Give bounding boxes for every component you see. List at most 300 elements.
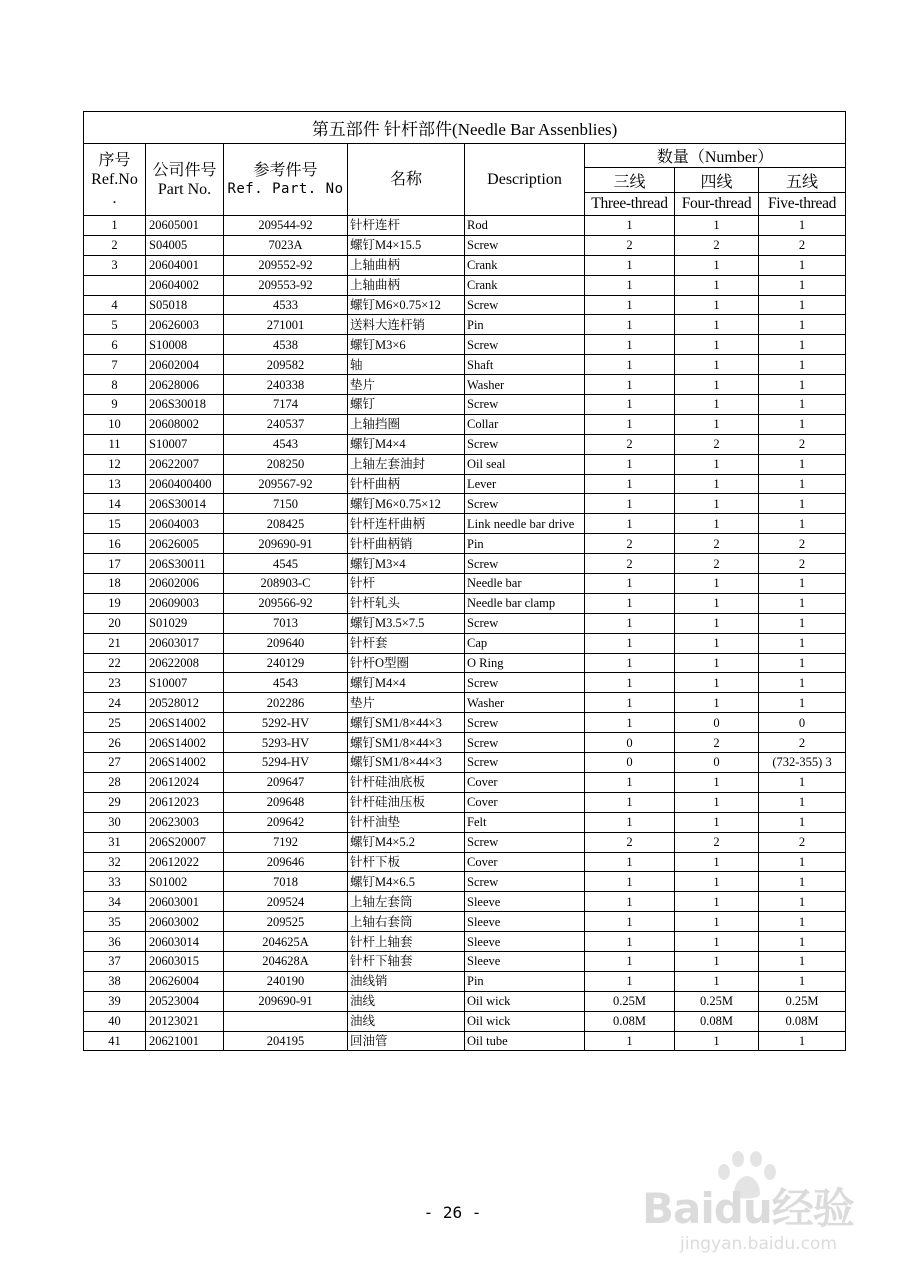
cell-qty-four: 1 — [675, 355, 759, 375]
header-number: 数量（Number） — [585, 144, 846, 168]
cell-qty-four: 1 — [675, 593, 759, 613]
table-row — [84, 991, 846, 1011]
cell-ref-no: 8 — [84, 375, 146, 395]
cell-ref-part-no: 4538 — [224, 335, 348, 355]
table-row — [84, 932, 846, 952]
cell-qty-five: 1 — [759, 971, 846, 991]
cell-description: Shaft — [465, 355, 585, 375]
cell-part-no: 20622007 — [146, 454, 224, 474]
cell-part-no: 20626004 — [146, 971, 224, 991]
cell-qty-three: 1 — [585, 693, 675, 713]
cell-qty-three: 2 — [585, 534, 675, 554]
cell-name: 针杆下轴套 — [348, 951, 465, 971]
cell-qty-four: 1 — [675, 574, 759, 594]
cell-ref-no: 12 — [84, 454, 146, 474]
cell-description: Sleeve — [465, 892, 585, 912]
cell-qty-five: 0 — [759, 713, 846, 733]
cell-name: 螺钉M3×6 — [348, 335, 465, 355]
cell-qty-four: 2 — [675, 733, 759, 753]
cell-part-no: 20623003 — [146, 812, 224, 832]
cell-qty-five: 1 — [759, 892, 846, 912]
cell-name: 针杆硅油压板 — [348, 792, 465, 812]
cell-qty-five: 2 — [759, 733, 846, 753]
cell-description: Felt — [465, 812, 585, 832]
cell-qty-five: 2 — [759, 534, 846, 554]
cell-ref-no: 22 — [84, 653, 146, 673]
cell-description: Link needle bar drive — [465, 514, 585, 534]
table-row — [84, 951, 846, 971]
cell-ref-part-no: 202286 — [224, 693, 348, 713]
cell-qty-four: 1 — [675, 255, 759, 275]
cell-name: 回油管 — [348, 1031, 465, 1051]
cell-name: 螺钉SM1/8×44×3 — [348, 753, 465, 773]
cell-qty-three: 1 — [585, 454, 675, 474]
cell-ref-part-no: 209646 — [224, 852, 348, 872]
cell-qty-five: 1 — [759, 295, 846, 315]
cell-description: Lever — [465, 474, 585, 494]
cell-description: Cap — [465, 633, 585, 653]
cell-qty-three: 1 — [585, 255, 675, 275]
cell-ref-part-no: 240537 — [224, 414, 348, 434]
cell-qty-five: 1 — [759, 673, 846, 693]
cell-part-no: 206S14002 — [146, 713, 224, 733]
cell-description: Pin — [465, 315, 585, 335]
cell-qty-three: 1 — [585, 275, 675, 295]
table-row — [84, 275, 846, 295]
header-description: Description — [465, 144, 585, 216]
table-row — [84, 772, 846, 792]
cell-qty-five: 1 — [759, 613, 846, 633]
table-row — [84, 971, 846, 991]
cell-qty-three: 1 — [585, 593, 675, 613]
cell-qty-three: 1 — [585, 812, 675, 832]
cell-qty-four: 1 — [675, 474, 759, 494]
table-row — [84, 434, 846, 454]
cell-qty-three: 1 — [585, 375, 675, 395]
cell-description: Screw — [465, 673, 585, 693]
cell-description: Crank — [465, 255, 585, 275]
cell-qty-four: 1 — [675, 852, 759, 872]
cell-ref-part-no: 209552-92 — [224, 255, 348, 275]
cell-qty-three: 0.08M — [585, 1011, 675, 1031]
cell-qty-four: 1 — [675, 414, 759, 434]
cell-qty-five: 1 — [759, 633, 846, 653]
cell-qty-three: 1 — [585, 494, 675, 514]
table-row — [84, 852, 846, 872]
cell-description: Rod — [465, 216, 585, 236]
cell-ref-no — [84, 275, 146, 295]
cell-qty-four: 1 — [675, 275, 759, 295]
header-part-cn: 公司件号 — [152, 161, 217, 179]
cell-qty-four: 1 — [675, 613, 759, 633]
cell-qty-four: 0.25M — [675, 991, 759, 1011]
cell-ref-no: 15 — [84, 514, 146, 534]
cell-qty-five: 1 — [759, 693, 846, 713]
cell-ref-no: 28 — [84, 772, 146, 792]
cell-ref-part-no: 240338 — [224, 375, 348, 395]
table-row — [84, 315, 846, 335]
table-row — [84, 912, 846, 932]
cell-ref-no: 19 — [84, 593, 146, 613]
cell-qty-five: 1 — [759, 574, 846, 594]
cell-part-no: 20612022 — [146, 852, 224, 872]
cell-ref-part-no: 208250 — [224, 454, 348, 474]
cell-ref-part-no: 7018 — [224, 872, 348, 892]
cell-description: Needle bar — [465, 574, 585, 594]
cell-ref-no: 35 — [84, 912, 146, 932]
cell-qty-five: 1 — [759, 514, 846, 534]
header-name: 名称 — [348, 144, 465, 216]
cell-name: 上轴左套筒 — [348, 892, 465, 912]
cell-ref-no: 39 — [84, 991, 146, 1011]
cell-name: 送料大连杆销 — [348, 315, 465, 335]
cell-name: 针杆轧头 — [348, 593, 465, 613]
cell-name: 轴 — [348, 355, 465, 375]
table-row — [84, 454, 846, 474]
table-row — [84, 892, 846, 912]
cell-qty-four: 0 — [675, 753, 759, 773]
cell-description: Screw — [465, 753, 585, 773]
table-title: 第五部件 针杆部件(Needle Bar Assenblies) — [84, 112, 846, 144]
cell-ref-no: 31 — [84, 832, 146, 852]
cell-name: 螺钉M4×15.5 — [348, 235, 465, 255]
cell-ref-no: 6 — [84, 335, 146, 355]
cell-qty-three: 1 — [585, 653, 675, 673]
cell-ref-part-no: 7192 — [224, 832, 348, 852]
cell-qty-three: 1 — [585, 315, 675, 335]
cell-qty-five: 1 — [759, 355, 846, 375]
cell-name: 螺钉SM1/8×44×3 — [348, 713, 465, 733]
table-row — [84, 673, 846, 693]
cell-name: 螺钉M4×4 — [348, 434, 465, 454]
cell-part-no: S10007 — [146, 673, 224, 693]
cell-description: Cover — [465, 852, 585, 872]
cell-name: 油线 — [348, 1011, 465, 1031]
cell-name: 上轴右套筒 — [348, 912, 465, 932]
cell-part-no: 20523004 — [146, 991, 224, 1011]
table-row — [84, 1011, 846, 1031]
cell-qty-four: 1 — [675, 335, 759, 355]
watermark — [642, 1150, 857, 1260]
cell-name: 油线销 — [348, 971, 465, 991]
cell-qty-five: 1 — [759, 315, 846, 335]
table-row — [84, 295, 846, 315]
cell-qty-three: 1 — [585, 355, 675, 375]
cell-qty-five: 1 — [759, 454, 846, 474]
cell-part-no: S04005 — [146, 235, 224, 255]
cell-name: 螺钉M4×6.5 — [348, 872, 465, 892]
cell-ref-no: 16 — [84, 534, 146, 554]
table-row — [84, 713, 846, 733]
cell-part-no: 2060400400 — [146, 474, 224, 494]
cell-name: 螺钉M3.5×7.5 — [348, 613, 465, 633]
cell-ref-part-no: 4543 — [224, 673, 348, 693]
table-row — [84, 733, 846, 753]
cell-description: Screw — [465, 733, 585, 753]
cell-part-no: 206S14002 — [146, 753, 224, 773]
table-row — [84, 375, 846, 395]
cell-part-no: 20604002 — [146, 275, 224, 295]
cell-ref-no: 41 — [84, 1031, 146, 1051]
cell-qty-five: 1 — [759, 335, 846, 355]
cell-description: Crank — [465, 275, 585, 295]
cell-qty-five: 1 — [759, 375, 846, 395]
cell-ref-no: 20 — [84, 613, 146, 633]
cell-qty-five: 1 — [759, 414, 846, 434]
cell-qty-three: 1 — [585, 852, 675, 872]
cell-description: Sleeve — [465, 932, 585, 952]
cell-qty-four: 1 — [675, 315, 759, 335]
cell-ref-no: 25 — [84, 713, 146, 733]
cell-name: 针杆油垫 — [348, 812, 465, 832]
cell-ref-part-no — [224, 1011, 348, 1031]
cell-qty-four: 2 — [675, 235, 759, 255]
cell-part-no: 20604003 — [146, 514, 224, 534]
cell-qty-four: 0.08M — [675, 1011, 759, 1031]
table-row — [84, 216, 846, 236]
cell-qty-five: 1 — [759, 474, 846, 494]
cell-name: 针杆上轴套 — [348, 932, 465, 952]
header-ref-cn: 序号 — [98, 152, 131, 169]
cell-qty-three: 1 — [585, 395, 675, 415]
cell-description: Collar — [465, 414, 585, 434]
cell-ref-part-no: 5294-HV — [224, 753, 348, 773]
cell-qty-four: 1 — [675, 494, 759, 514]
cell-qty-four: 1 — [675, 216, 759, 236]
cell-qty-four: 1 — [675, 454, 759, 474]
cell-part-no: 20603001 — [146, 892, 224, 912]
cell-qty-five: 1 — [759, 494, 846, 514]
cell-ref-part-no: 204628A — [224, 951, 348, 971]
cell-qty-three: 2 — [585, 235, 675, 255]
table-row — [84, 593, 846, 613]
cell-part-no: 20612024 — [146, 772, 224, 792]
cell-name: 上轴左套油封 — [348, 454, 465, 474]
cell-ref-no: 18 — [84, 574, 146, 594]
cell-description: Oil wick — [465, 1011, 585, 1031]
cell-part-no: S10007 — [146, 434, 224, 454]
cell-description: Oil wick — [465, 991, 585, 1011]
header-refpart-cn: 参考件号 — [253, 161, 318, 179]
cell-qty-three: 1 — [585, 414, 675, 434]
cell-description: Oil seal — [465, 454, 585, 474]
cell-description: Sleeve — [465, 951, 585, 971]
cell-ref-no: 14 — [84, 494, 146, 514]
cell-part-no: 20628006 — [146, 375, 224, 395]
cell-ref-part-no: 4545 — [224, 554, 348, 574]
table-row — [84, 1031, 846, 1051]
cell-qty-three: 1 — [585, 932, 675, 952]
cell-description: Screw — [465, 335, 585, 355]
cell-ref-part-no: 209544-92 — [224, 216, 348, 236]
cell-qty-four: 1 — [675, 395, 759, 415]
table-row — [84, 554, 846, 574]
cell-part-no: S10008 — [146, 335, 224, 355]
cell-ref-part-no: 7013 — [224, 613, 348, 633]
cell-ref-no: 29 — [84, 792, 146, 812]
cell-description: Screw — [465, 494, 585, 514]
cell-qty-five: 0.08M — [759, 1011, 846, 1031]
cell-name: 上轴曲柄 — [348, 275, 465, 295]
cell-description: Pin — [465, 971, 585, 991]
cell-qty-five: 1 — [759, 912, 846, 932]
cell-qty-five: 1 — [759, 275, 846, 295]
cell-description: Washer — [465, 375, 585, 395]
cell-description: Screw — [465, 613, 585, 633]
table-row — [84, 633, 846, 653]
cell-qty-five: 1 — [759, 932, 846, 952]
table-row — [84, 872, 846, 892]
cell-qty-four: 1 — [675, 971, 759, 991]
cell-ref-part-no: 209567-92 — [224, 474, 348, 494]
cell-qty-three: 1 — [585, 872, 675, 892]
cell-qty-three: 1 — [585, 713, 675, 733]
cell-part-no: 20605001 — [146, 216, 224, 236]
cell-part-no: 206S30014 — [146, 494, 224, 514]
parts-table — [83, 111, 846, 1051]
cell-name: 垫片 — [348, 693, 465, 713]
parts-sheet — [83, 111, 845, 1051]
cell-ref-no: 27 — [84, 753, 146, 773]
cell-name: 螺钉M6×0.75×12 — [348, 295, 465, 315]
cell-qty-four: 0 — [675, 713, 759, 733]
table-row — [84, 514, 846, 534]
cell-ref-part-no: 209553-92 — [224, 275, 348, 295]
cell-ref-no: 30 — [84, 812, 146, 832]
cell-description: Pin — [465, 534, 585, 554]
table-row — [84, 613, 846, 633]
cell-qty-four: 1 — [675, 932, 759, 952]
table-row — [84, 812, 846, 832]
cell-part-no: 20603002 — [146, 912, 224, 932]
cell-part-no: 20612023 — [146, 792, 224, 812]
cell-qty-four: 1 — [675, 653, 759, 673]
cell-ref-no: 40 — [84, 1011, 146, 1031]
cell-description: Sleeve — [465, 912, 585, 932]
cell-ref-part-no: 240129 — [224, 653, 348, 673]
header-five-cn: 五线 — [759, 168, 846, 193]
cell-ref-part-no: 209647 — [224, 772, 348, 792]
cell-qty-four: 1 — [675, 772, 759, 792]
cell-part-no: 206S20007 — [146, 832, 224, 852]
cell-description: Screw — [465, 872, 585, 892]
cell-qty-four: 2 — [675, 832, 759, 852]
cell-ref-part-no: 4533 — [224, 295, 348, 315]
cell-ref-part-no: 5293-HV — [224, 733, 348, 753]
cell-qty-three: 1 — [585, 514, 675, 534]
cell-ref-part-no: 5292-HV — [224, 713, 348, 733]
watermark-site: jingyan.baidu.com — [680, 1234, 837, 1254]
cell-qty-four: 1 — [675, 812, 759, 832]
cell-name: 螺钉M3×4 — [348, 554, 465, 574]
table-body — [84, 216, 846, 1051]
cell-part-no: 20603014 — [146, 932, 224, 952]
cell-part-no: 20528012 — [146, 693, 224, 713]
header-ref-en: Ref.No — [91, 171, 138, 188]
table-row — [84, 335, 846, 355]
cell-name: 针杆 — [348, 574, 465, 594]
cell-name: 上轴曲柄 — [348, 255, 465, 275]
cell-qty-four: 1 — [675, 633, 759, 653]
cell-qty-three: 1 — [585, 971, 675, 991]
cell-ref-part-no: 209690-91 — [224, 534, 348, 554]
cell-ref-part-no: 4543 — [224, 434, 348, 454]
cell-ref-no: 36 — [84, 932, 146, 952]
cell-description: Washer — [465, 693, 585, 713]
table-row — [84, 235, 846, 255]
cell-qty-three: 1 — [585, 772, 675, 792]
cell-qty-three: 1 — [585, 474, 675, 494]
cell-name: 针杆套 — [348, 633, 465, 653]
cell-qty-three: 2 — [585, 832, 675, 852]
header-four-cn: 四线 — [675, 168, 759, 193]
header-ref-part-no — [224, 144, 348, 216]
cell-ref-part-no: 7150 — [224, 494, 348, 514]
cell-ref-no: 24 — [84, 693, 146, 713]
cell-ref-no: 37 — [84, 951, 146, 971]
header-five-en: Five-thread — [759, 193, 846, 216]
cell-name: 针杆硅油底板 — [348, 772, 465, 792]
cell-ref-no: 2 — [84, 235, 146, 255]
cell-description: Screw — [465, 434, 585, 454]
cell-description: Screw — [465, 832, 585, 852]
table-row — [84, 574, 846, 594]
cell-qty-four: 1 — [675, 1031, 759, 1051]
table-row — [84, 792, 846, 812]
cell-part-no: S01029 — [146, 613, 224, 633]
cell-part-no: 20622008 — [146, 653, 224, 673]
table-row — [84, 395, 846, 415]
cell-name: 针杆曲柄 — [348, 474, 465, 494]
cell-ref-part-no: 7023A — [224, 235, 348, 255]
cell-ref-no: 4 — [84, 295, 146, 315]
table-row — [84, 653, 846, 673]
cell-qty-three: 0.25M — [585, 991, 675, 1011]
table-row — [84, 753, 846, 773]
cell-qty-three: 1 — [585, 1031, 675, 1051]
cell-ref-part-no: 271001 — [224, 315, 348, 335]
cell-description: Cover — [465, 772, 585, 792]
cell-qty-four: 2 — [675, 434, 759, 454]
cell-ref-part-no: 209648 — [224, 792, 348, 812]
cell-name: 针杆下板 — [348, 852, 465, 872]
table-row — [84, 832, 846, 852]
table-row — [84, 534, 846, 554]
cell-qty-four: 2 — [675, 534, 759, 554]
cell-qty-four: 2 — [675, 554, 759, 574]
cell-qty-three: 0 — [585, 733, 675, 753]
cell-name: 垫片 — [348, 375, 465, 395]
cell-qty-four: 1 — [675, 693, 759, 713]
cell-qty-four: 1 — [675, 375, 759, 395]
cell-qty-five: 2 — [759, 235, 846, 255]
cell-part-no: 206S30011 — [146, 554, 224, 574]
cell-qty-four: 1 — [675, 514, 759, 534]
cell-description: Oil tube — [465, 1031, 585, 1051]
cell-qty-three: 1 — [585, 295, 675, 315]
cell-qty-three: 2 — [585, 554, 675, 574]
cell-name: 针杆连杆 — [348, 216, 465, 236]
cell-ref-part-no: 209582 — [224, 355, 348, 375]
cell-name: 螺钉M4×5.2 — [348, 832, 465, 852]
cell-description: Cover — [465, 792, 585, 812]
cell-qty-five: 1 — [759, 1031, 846, 1051]
cell-ref-no: 21 — [84, 633, 146, 653]
cell-name: 油线 — [348, 991, 465, 1011]
cell-part-no: 206S30018 — [146, 395, 224, 415]
cell-qty-three: 1 — [585, 892, 675, 912]
cell-ref-no: 33 — [84, 872, 146, 892]
